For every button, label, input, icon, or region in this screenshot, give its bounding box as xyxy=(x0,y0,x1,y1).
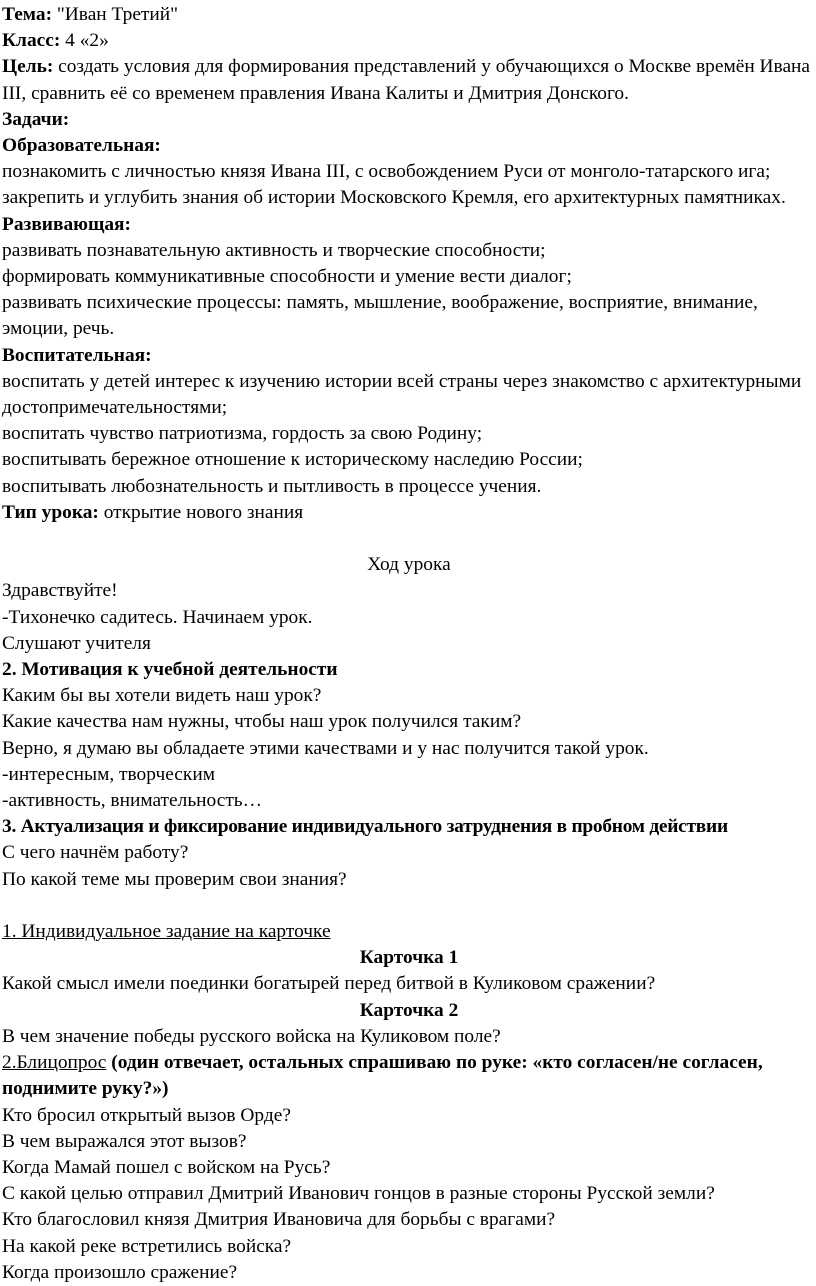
lesson-type-label: Тип урока: xyxy=(2,501,99,523)
blitz-question: Кто благословил князя Дмитрия Ивановича для борьбы с врагами? xyxy=(2,1209,556,1231)
educational-item: закрепить и углубить знания об истории Московского Кремля, его архитектурных памятниках. xyxy=(2,187,786,209)
class-label: Класс: xyxy=(2,30,61,52)
developing-item: развивать познавательную активность и творческие способности; xyxy=(2,239,546,261)
stage2-line: -интересным, творческим xyxy=(2,763,215,785)
blitz-paragraph xyxy=(2,1050,816,1102)
upbringing-item: воспитать чувство патриотизма, гордость за свою Родину; xyxy=(2,423,483,445)
topic-label: Тема: xyxy=(2,4,53,25)
class-value: 4 «2» xyxy=(60,30,109,52)
blitz-question: С какой целью отправил Дмитрий Иванович гонцов в разные стороны Русской земли? xyxy=(2,1183,715,1205)
upbringing-item: воспитывать бережное отношение к историческому наследию России; xyxy=(2,449,583,471)
task1-title: 1. Индивидуальное задание на карточке xyxy=(2,921,331,943)
intro-line: Здравствуйте! xyxy=(2,580,118,602)
goal-label: Цель: xyxy=(2,56,54,78)
stage2-line: Верно, я думаю вы обладаете этими качествами и у нас получится такой урок. xyxy=(2,737,649,759)
lesson-type-line xyxy=(2,500,816,526)
stage2-heading: 2. Мотивация к учебной деятельности xyxy=(2,659,338,681)
stage2-line: -активность, внимательность… xyxy=(2,790,263,812)
spacer xyxy=(2,893,816,919)
goal-value: создать условия для формирования представлений у обучающихся о Москве времён Ивана III, сравнить её со временем правления Ивана Калиты и Дмитрия Донского. xyxy=(2,56,811,104)
stage2-line: Каким бы вы хотели видеть наш урок? xyxy=(2,685,322,707)
blitz-question: Кто бросил открытый вызов Орде? xyxy=(2,1104,291,1126)
intro-line: -Тихонечко садитесь. Начинаем урок. xyxy=(2,606,313,628)
blitz-question: Когда произошло сражение? xyxy=(2,1261,238,1283)
spacer xyxy=(2,526,816,552)
upbringing-item: воспитывать любознательность и пытливость в процессе учения. xyxy=(2,475,542,497)
developing-item: формировать коммуникативные способности и умение вести диалог; xyxy=(2,266,572,288)
blitz-label: 2.Блицопрос xyxy=(2,1052,107,1074)
blitz-question: Когда Мамай пошел с войском на Русь? xyxy=(2,1156,331,1178)
intro-line: Слушают учителя xyxy=(2,632,151,654)
stage3-heading: 3. Актуализация и фиксирование индивидуального затруднения в пробном действии xyxy=(2,816,728,838)
upbringing-heading: Воспитательная: xyxy=(2,344,152,366)
topic-line xyxy=(2,2,816,28)
upbringing-item: воспитать у детей интерес к изучению истории всей страны через знакомство с архитектурными достопримечательностями; xyxy=(2,370,802,419)
blitz-note: (один отвечает, остальных спрашиваю по руке: «кто согласен/не согласен, поднимите руку?») xyxy=(2,1052,763,1100)
developing-heading: Развивающая: xyxy=(2,213,131,235)
blitz-question: На какой реке встретились войска? xyxy=(2,1235,292,1257)
stage3-line: По какой теме мы проверим свои знания? xyxy=(2,868,347,890)
lesson-type-value: открытие нового знания xyxy=(98,501,304,523)
developing-item: развивать психические процессы: память, мышление, воображение, восприятие, внимание, эмоции, речь. xyxy=(2,292,758,340)
stage2-line: Какие качества нам нужны, чтобы наш урок получился таким? xyxy=(2,711,522,733)
tasks-heading: Задачи: xyxy=(2,108,70,130)
card1-text: Какой смысл имели поединки богатырей перед битвой в Куликовом сражении? xyxy=(2,973,656,995)
card2-title: Карточка 2 xyxy=(359,999,459,1021)
goal-paragraph xyxy=(2,54,816,106)
card1-title: Карточка 1 xyxy=(359,947,459,969)
educational-item: познакомить с личностью князя Ивана III, с освобождением Руси от монголо-татарского ига; xyxy=(2,161,771,183)
stage3-line: С чего начнём работу? xyxy=(2,842,189,864)
blitz-question: В чем выражался этот вызов? xyxy=(2,1130,247,1152)
topic-value: "Иван Третий" xyxy=(52,4,179,25)
class-line xyxy=(2,28,816,54)
educational-heading: Образовательная: xyxy=(2,135,161,157)
course-title: Ход урока xyxy=(367,554,451,576)
card2-text: В чем значение победы русского войска на Куликовом поле? xyxy=(2,1025,501,1047)
